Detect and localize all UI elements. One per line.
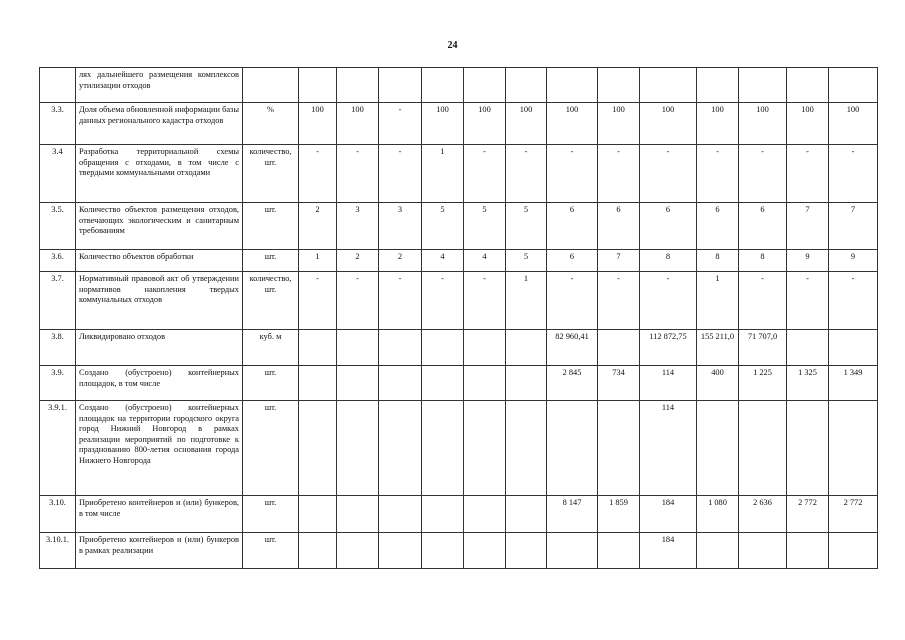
row-number-cell: 3.10.1. xyxy=(40,533,76,569)
value-cell xyxy=(547,68,598,103)
value-cell xyxy=(299,496,337,533)
value-cell: - xyxy=(829,272,878,330)
value-cell: 734 xyxy=(598,366,640,401)
value-cell: - xyxy=(697,145,739,203)
indicator-name-cell: Доля объема обновленной информации базы данных регионального кадастра отходов xyxy=(76,103,243,145)
value-cell xyxy=(422,496,464,533)
value-cell: 100 xyxy=(739,103,787,145)
indicator-name-cell: Количество объектов размещения отходов, отвечающих экологическим и санитарным требованиям xyxy=(76,203,243,250)
value-cell: 100 xyxy=(640,103,697,145)
table-row xyxy=(40,496,878,533)
value-cell xyxy=(829,401,878,496)
value-cell: - xyxy=(640,272,697,330)
value-cell xyxy=(829,533,878,569)
value-cell xyxy=(379,330,422,366)
value-cell: - xyxy=(739,145,787,203)
value-cell: 8 xyxy=(739,250,787,272)
value-cell: 100 xyxy=(337,103,379,145)
value-cell: 114 xyxy=(640,366,697,401)
value-cell: 100 xyxy=(506,103,547,145)
value-cell xyxy=(379,533,422,569)
value-cell: 2 xyxy=(379,250,422,272)
value-cell: 1 xyxy=(422,145,464,203)
value-cell xyxy=(464,401,506,496)
value-cell: 1 225 xyxy=(739,366,787,401)
value-cell: 2 772 xyxy=(829,496,878,533)
row-number-cell: 3.3. xyxy=(40,103,76,145)
value-cell xyxy=(787,401,829,496)
value-cell xyxy=(829,68,878,103)
value-cell xyxy=(739,533,787,569)
value-cell: 1 xyxy=(506,272,547,330)
value-cell: 112 872,75 xyxy=(640,330,697,366)
value-cell: - xyxy=(379,145,422,203)
row-number-cell: 3.9. xyxy=(40,366,76,401)
value-cell: 9 xyxy=(829,250,878,272)
value-cell: 100 xyxy=(299,103,337,145)
value-cell xyxy=(787,533,829,569)
value-cell xyxy=(422,401,464,496)
value-cell xyxy=(379,401,422,496)
unit-cell: шт. xyxy=(243,496,299,533)
unit-cell: шт. xyxy=(243,401,299,496)
value-cell: - xyxy=(547,272,598,330)
value-cell xyxy=(464,366,506,401)
value-cell xyxy=(506,533,547,569)
value-cell: - xyxy=(422,272,464,330)
value-cell: 1 859 xyxy=(598,496,640,533)
value-cell xyxy=(299,366,337,401)
value-cell: 2 845 xyxy=(547,366,598,401)
value-cell: - xyxy=(506,145,547,203)
value-cell: 4 xyxy=(464,250,506,272)
unit-cell: количество, шт. xyxy=(243,145,299,203)
value-cell xyxy=(299,533,337,569)
value-cell: 1 349 xyxy=(829,366,878,401)
value-cell xyxy=(506,496,547,533)
value-cell xyxy=(422,533,464,569)
value-cell: 4 xyxy=(422,250,464,272)
value-cell: - xyxy=(464,272,506,330)
row-number-cell: 3.7. xyxy=(40,272,76,330)
value-cell xyxy=(506,68,547,103)
value-cell xyxy=(640,68,697,103)
value-cell: 184 xyxy=(640,496,697,533)
unit-cell: % xyxy=(243,103,299,145)
value-cell xyxy=(337,533,379,569)
value-cell xyxy=(299,330,337,366)
value-cell xyxy=(464,330,506,366)
value-cell: - xyxy=(640,145,697,203)
indicator-name-cell: Приобретено контейнеров и (или) бункеров, в том числе xyxy=(76,496,243,533)
indicator-name-cell: Ликвидировано отходов xyxy=(76,330,243,366)
value-cell: 6 xyxy=(739,203,787,250)
value-cell: - xyxy=(299,272,337,330)
value-cell xyxy=(379,366,422,401)
value-cell xyxy=(829,330,878,366)
unit-cell: шт. xyxy=(243,366,299,401)
value-cell xyxy=(506,366,547,401)
table-row xyxy=(40,330,878,366)
value-cell: 100 xyxy=(829,103,878,145)
table-row xyxy=(40,68,878,103)
value-cell xyxy=(464,496,506,533)
value-cell: 5 xyxy=(506,203,547,250)
value-cell: 71 707,0 xyxy=(739,330,787,366)
value-cell: 155 211,0 xyxy=(697,330,739,366)
table-row xyxy=(40,401,878,496)
value-cell: 100 xyxy=(464,103,506,145)
row-number-cell: 3.4 xyxy=(40,145,76,203)
value-cell xyxy=(547,533,598,569)
row-number-cell: 3.5. xyxy=(40,203,76,250)
indicator-name-cell: Нормативный правовой акт об утверждении нормативов накопления твердых коммунальных отходов xyxy=(76,272,243,330)
value-cell: 3 xyxy=(337,203,379,250)
value-cell: - xyxy=(464,145,506,203)
indicator-name-cell: Создано (обустроено) контейнерных площадок, в том числе xyxy=(76,366,243,401)
value-cell xyxy=(337,366,379,401)
value-cell xyxy=(337,496,379,533)
table-row xyxy=(40,203,878,250)
table-row xyxy=(40,250,878,272)
value-cell: - xyxy=(787,145,829,203)
value-cell xyxy=(299,68,337,103)
value-cell: 100 xyxy=(787,103,829,145)
value-cell: 2 636 xyxy=(739,496,787,533)
value-cell: 114 xyxy=(640,401,697,496)
value-cell: - xyxy=(598,145,640,203)
value-cell: 8 xyxy=(697,250,739,272)
value-cell: - xyxy=(337,145,379,203)
value-cell: 6 xyxy=(547,250,598,272)
row-number-cell: 3.6. xyxy=(40,250,76,272)
table-row xyxy=(40,145,878,203)
value-cell xyxy=(598,533,640,569)
unit-cell: шт. xyxy=(243,203,299,250)
value-cell xyxy=(547,401,598,496)
value-cell xyxy=(739,401,787,496)
value-cell: 3 xyxy=(379,203,422,250)
value-cell xyxy=(337,330,379,366)
value-cell: 2 772 xyxy=(787,496,829,533)
value-cell: 8 147 xyxy=(547,496,598,533)
value-cell: - xyxy=(299,145,337,203)
value-cell: - xyxy=(547,145,598,203)
value-cell: 6 xyxy=(547,203,598,250)
value-cell: 2 xyxy=(337,250,379,272)
value-cell: 8 xyxy=(640,250,697,272)
value-cell xyxy=(299,401,337,496)
value-cell: 184 xyxy=(640,533,697,569)
value-cell: - xyxy=(379,272,422,330)
value-cell: 1 080 xyxy=(697,496,739,533)
value-cell: 7 xyxy=(829,203,878,250)
value-cell: 400 xyxy=(697,366,739,401)
value-cell xyxy=(598,401,640,496)
value-cell xyxy=(787,330,829,366)
value-cell: 6 xyxy=(697,203,739,250)
value-cell xyxy=(464,533,506,569)
value-cell: 100 xyxy=(547,103,598,145)
row-number-cell: 3.9.1. xyxy=(40,401,76,496)
value-cell xyxy=(598,330,640,366)
value-cell xyxy=(598,68,640,103)
value-cell xyxy=(506,401,547,496)
value-cell xyxy=(739,68,787,103)
value-cell: - xyxy=(379,103,422,145)
table-body xyxy=(40,68,878,569)
page-number: 24 xyxy=(447,40,458,51)
indicator-name-cell: Разработка территориальной схемы обращения с отходами, в том числе с твердыми коммунальными отходами xyxy=(76,145,243,203)
value-cell xyxy=(697,533,739,569)
value-cell: - xyxy=(829,145,878,203)
row-number-cell: 3.10. xyxy=(40,496,76,533)
indicator-name-cell: Приобретено контейнеров и (или) бункеров в рамках реализации xyxy=(76,533,243,569)
table-row xyxy=(40,272,878,330)
value-cell: 5 xyxy=(506,250,547,272)
value-cell: 7 xyxy=(598,250,640,272)
value-cell: 6 xyxy=(598,203,640,250)
value-cell xyxy=(506,330,547,366)
unit-cell: количество, шт. xyxy=(243,272,299,330)
value-cell xyxy=(337,401,379,496)
value-cell: 2 xyxy=(299,203,337,250)
unit-cell: шт. xyxy=(243,250,299,272)
table-row xyxy=(40,103,878,145)
value-cell xyxy=(422,330,464,366)
value-cell: - xyxy=(337,272,379,330)
table-row xyxy=(40,533,878,569)
unit-cell: шт. xyxy=(243,533,299,569)
value-cell: 1 xyxy=(697,272,739,330)
value-cell xyxy=(422,68,464,103)
value-cell xyxy=(464,68,506,103)
indicator-name-cell: лях дальнейшего размещения комплексов утилизации отходов xyxy=(76,68,243,103)
unit-cell: куб. м xyxy=(243,330,299,366)
value-cell xyxy=(697,68,739,103)
value-cell xyxy=(422,366,464,401)
value-cell: 100 xyxy=(598,103,640,145)
row-number-cell: 3.8. xyxy=(40,330,76,366)
value-cell: 5 xyxy=(422,203,464,250)
value-cell: - xyxy=(598,272,640,330)
value-cell xyxy=(379,68,422,103)
indicators-table xyxy=(39,67,878,569)
value-cell: 5 xyxy=(464,203,506,250)
indicator-name-cell: Создано (обустроено) контейнерных площадок на территории городского округа город Нижний Новгород в рамках реализации мероприятий по подготовке к празднованию 800-летия основания города Нижнего Новгорода xyxy=(76,401,243,496)
value-cell: 1 xyxy=(299,250,337,272)
value-cell xyxy=(379,496,422,533)
value-cell: 6 xyxy=(640,203,697,250)
value-cell: 9 xyxy=(787,250,829,272)
value-cell xyxy=(697,401,739,496)
unit-cell xyxy=(243,68,299,103)
row-number-cell xyxy=(40,68,76,103)
value-cell: - xyxy=(739,272,787,330)
value-cell xyxy=(787,68,829,103)
value-cell: 100 xyxy=(697,103,739,145)
table-row xyxy=(40,366,878,401)
value-cell xyxy=(337,68,379,103)
value-cell: 100 xyxy=(422,103,464,145)
value-cell: 1 325 xyxy=(787,366,829,401)
value-cell: 82 960,41 xyxy=(547,330,598,366)
indicator-name-cell: Количество объектов обработки xyxy=(76,250,243,272)
value-cell: - xyxy=(787,272,829,330)
value-cell: 7 xyxy=(787,203,829,250)
